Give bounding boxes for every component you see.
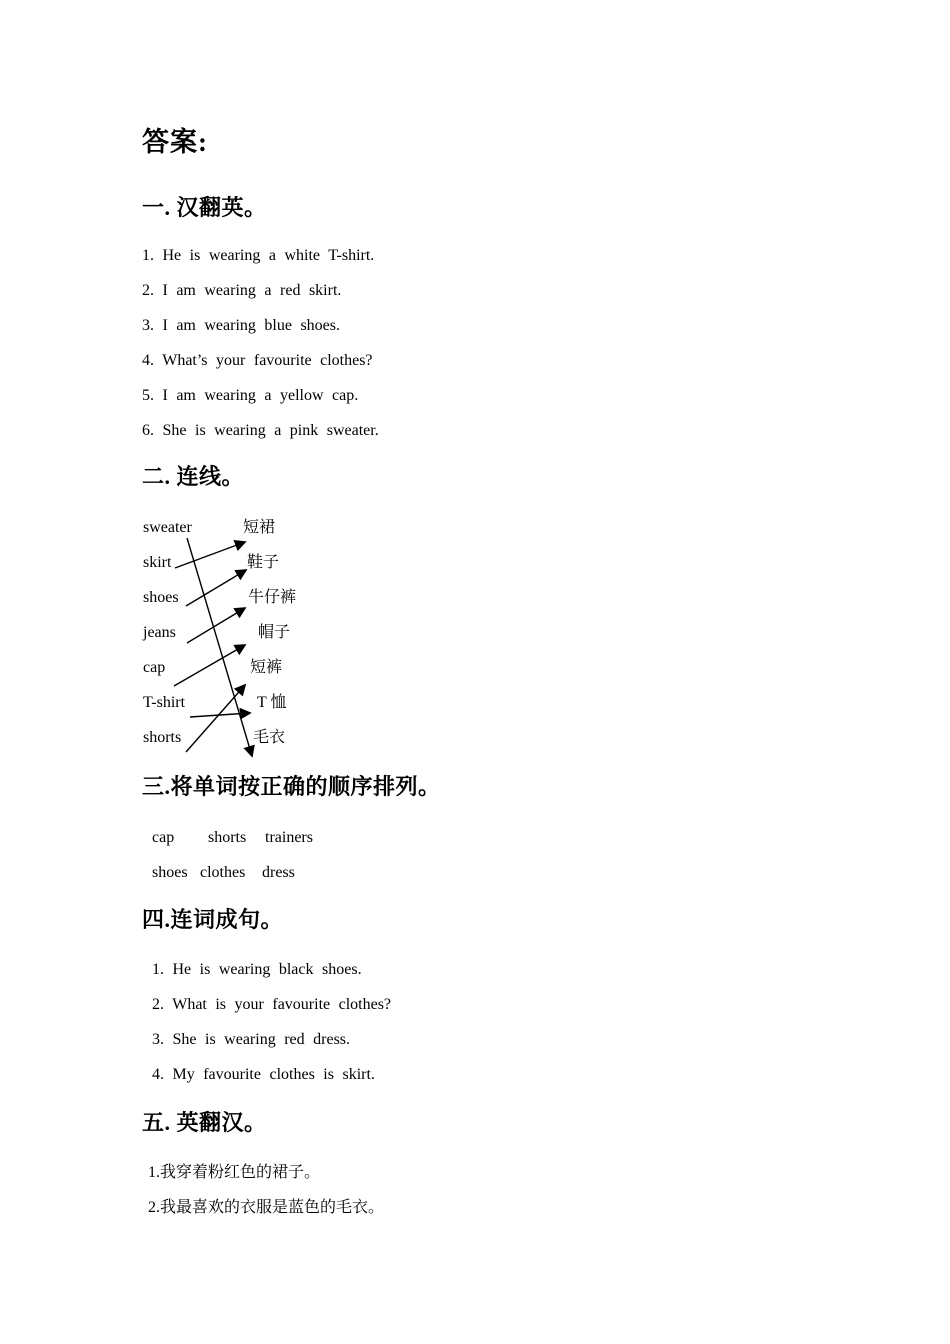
page-title: 答案: [142,127,208,157]
match-word-english: shorts [143,729,182,746]
match-word-chinese: T 恤 [257,694,287,711]
match-word-english: T-shirt [143,694,186,711]
answer-sentence: 5. I am wearing a yellow cap. [142,387,359,404]
section3-heading: 三.将单词按正确的顺序排列。 [142,774,441,799]
answer-sentence: 1. He is wearing black shoes. [152,961,362,978]
word-bank-word: dress [262,864,295,881]
section2-heading: 二. 连线。 [142,464,245,489]
answer-sentence: 3. She is wearing red dress. [152,1031,351,1048]
answer-sentence: 2. I am wearing a red skirt. [142,282,342,299]
answer-sentence: 4. What’s your favourite clothes? [142,352,373,369]
matching-exercise [0,510,950,770]
answer-sentence: 4. My favourite clothes is skirt. [152,1066,375,1083]
match-word-english: sweater [143,519,192,536]
word-bank-word: shoes [152,864,188,881]
answer-sentence: 1. He is wearing a white T-shirt. [142,247,375,264]
match-chinese-column [243,510,296,755]
answer-sentence: 2.我最喜欢的衣服是蓝色的毛衣。 [148,1199,385,1216]
word-bank-word: shorts [208,829,247,846]
match-word-chinese: 短裙 [243,519,276,536]
match-word-chinese: 鞋子 [247,554,280,571]
answer-sentence: 6. She is wearing a pink sweater. [142,422,379,439]
match-english-column [143,510,192,755]
answer-sentence: 1.我穿着粉红色的裙子。 [148,1164,321,1181]
match-word-chinese: 毛衣 [253,729,286,746]
section1-heading: 一. 汉翻英。 [142,195,267,220]
match-line-shoes-to-xiezi [186,570,246,606]
match-word-english: jeans [143,624,176,641]
word-bank-row [143,855,643,890]
section5-heading: 五. 英翻汉。 [142,1110,267,1135]
match-word-english: skirt [143,554,172,571]
word-bank-row [143,820,643,855]
word-bank-word: cap [152,829,175,846]
section4-answers [0,952,950,1092]
word-bank-word: trainers [265,829,313,846]
section5-answers [0,1155,950,1225]
match-word-english: shoes [143,589,179,606]
match-word-chinese: 牛仔裤 [248,589,297,606]
match-word-english: cap [143,659,166,676]
section4-heading: 四.连词成句。 [142,907,284,932]
section3-word-bank [143,820,643,890]
match-line-jeans-to-niuzaiku [187,608,245,643]
answer-sentence: 2. What is your favourite clothes? [152,996,392,1013]
section1-answers [0,238,950,448]
match-word-chinese: 短裤 [250,659,283,676]
match-line-shorts-to-duanku [186,685,245,752]
word-bank-word: clothes [200,864,246,881]
match-word-chinese: 帽子 [258,624,291,641]
answer-sentence: 3. I am wearing blue shoes. [142,317,341,334]
